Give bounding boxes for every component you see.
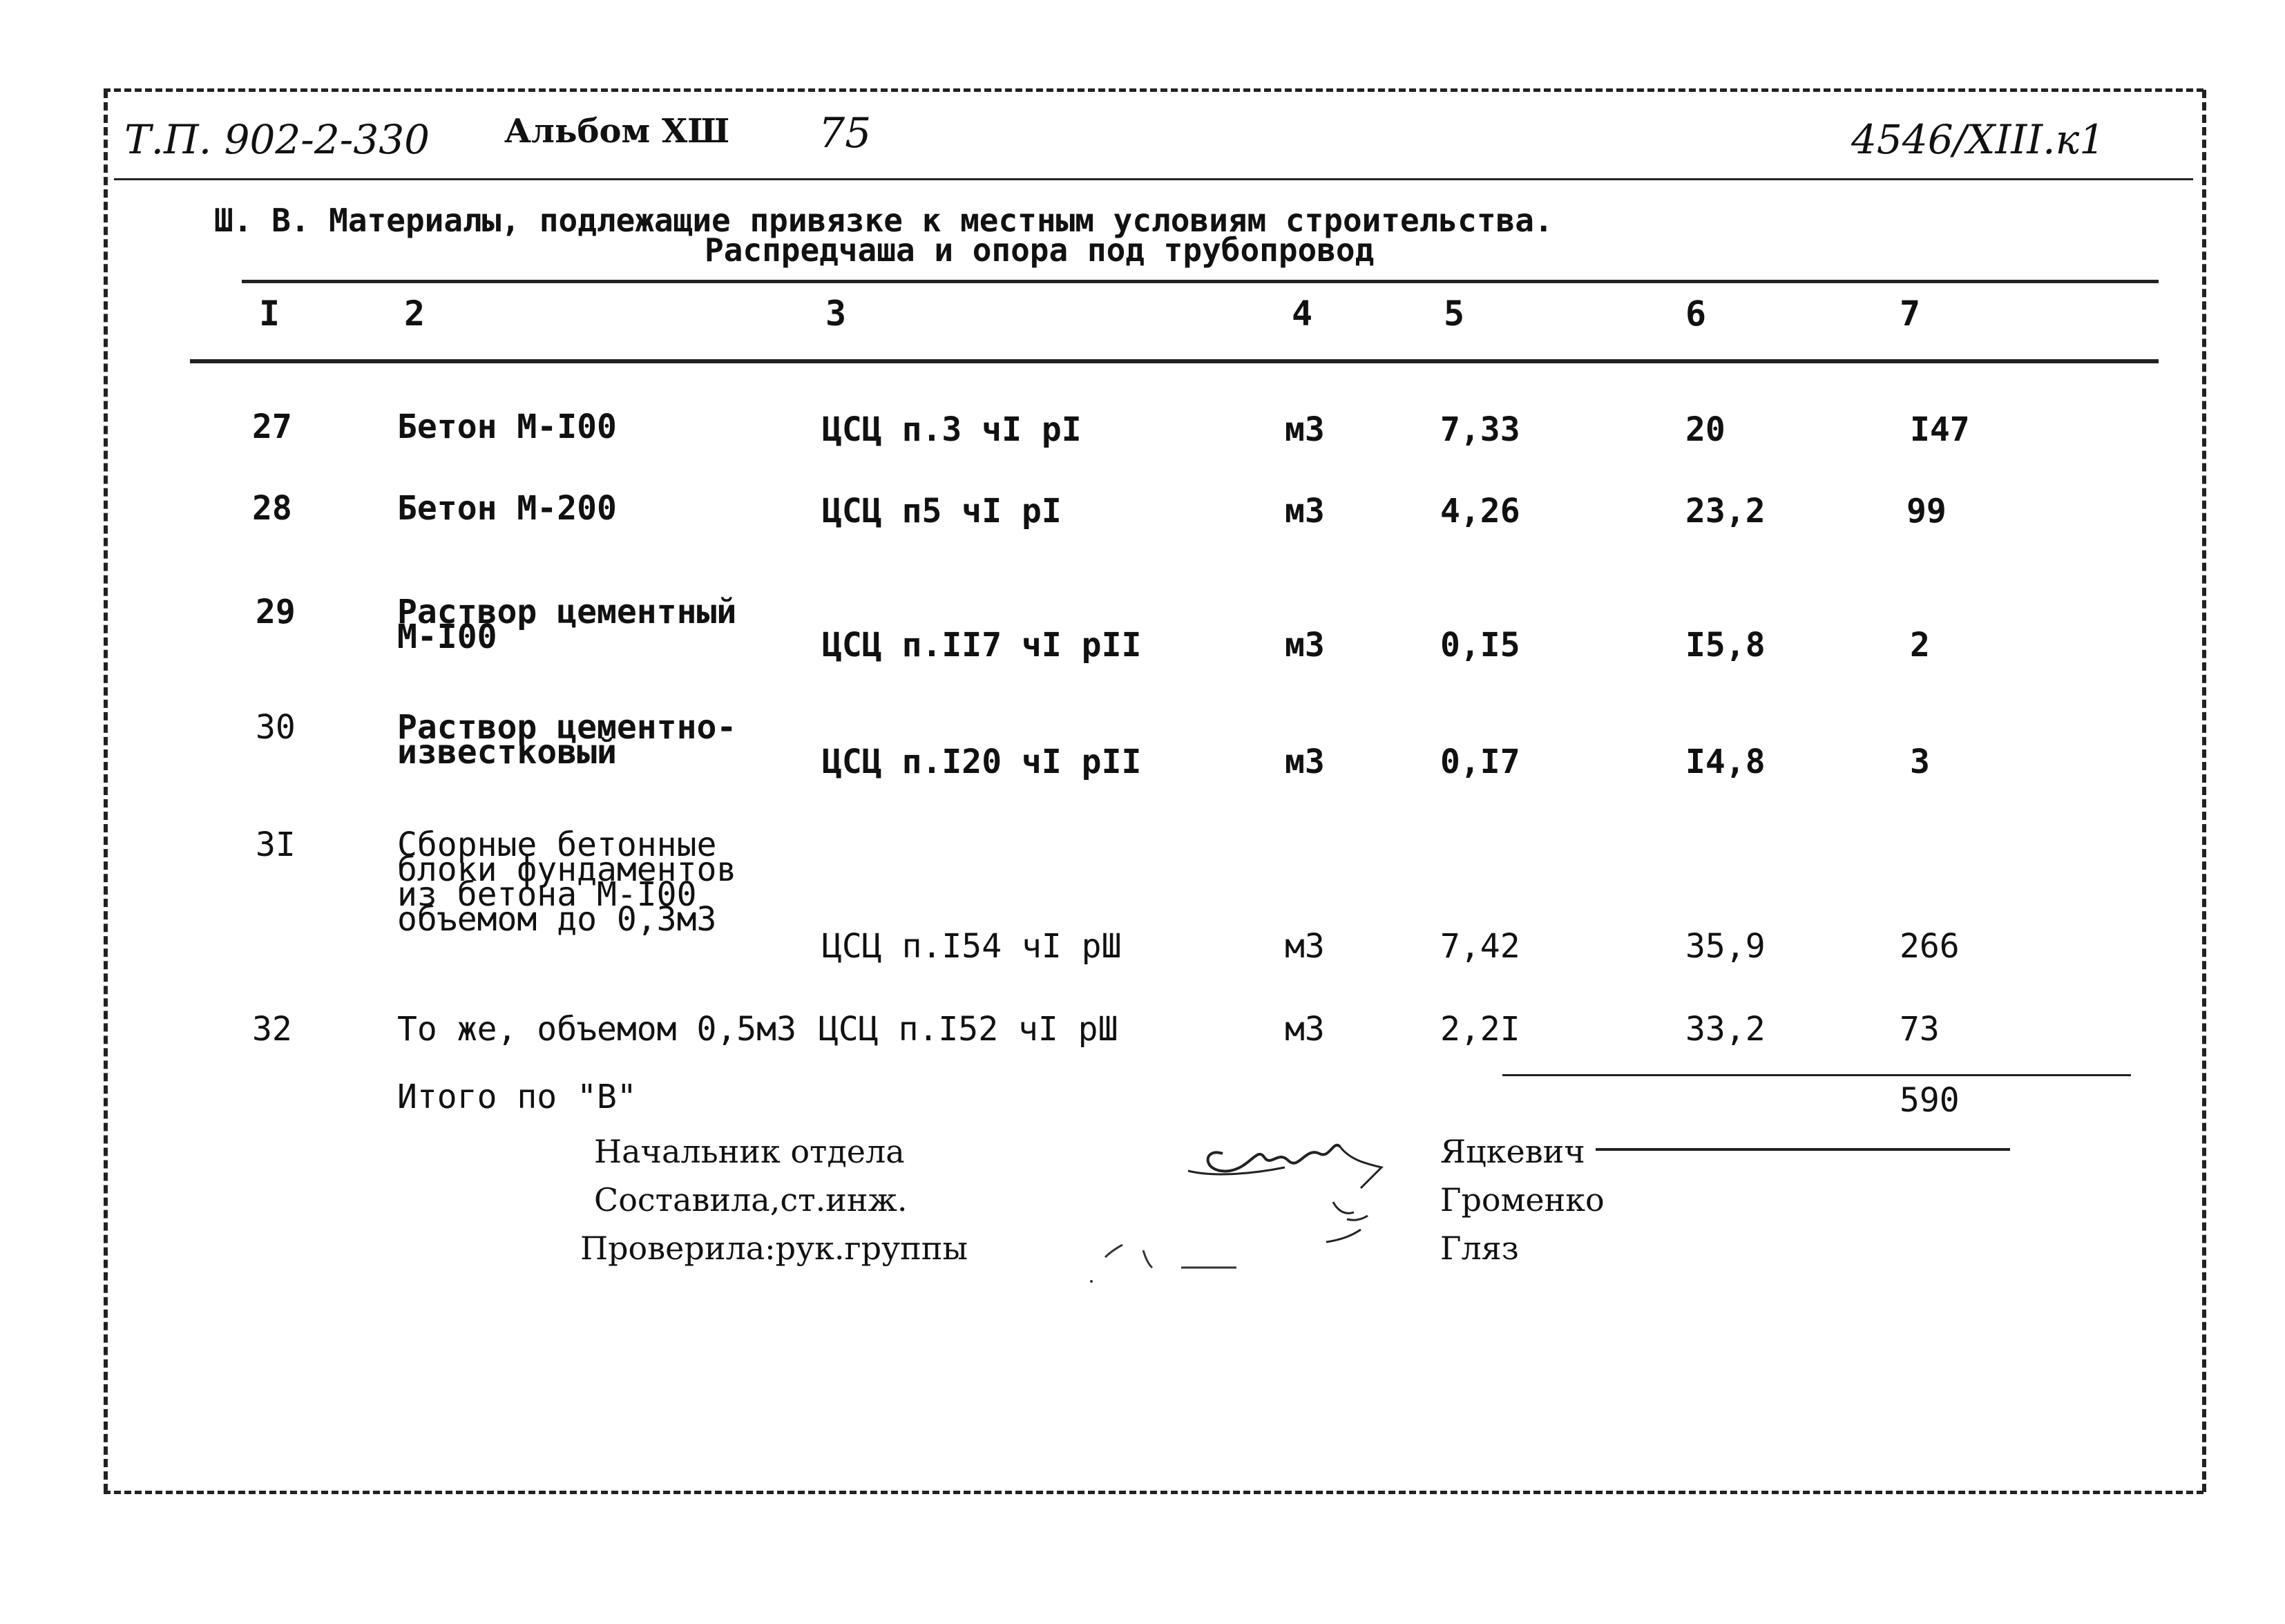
signature-role: Начальник отдела [594,1133,905,1170]
quantity: 4,26 [1440,492,1520,531]
section-title: Ш. В. Материалы, подлежащие привязке к местным условиям строительства. [214,202,1553,239]
unit: м3 [1285,743,1325,781]
material-name: Бетон М-200 [397,489,617,528]
unit-price: 35,9 [1685,927,1766,966]
row-number: 28 [252,489,292,528]
total-rule [1502,1074,2131,1076]
signature-name: Гляз [1440,1230,1519,1267]
row-number: 3I [256,825,296,864]
col-header-5: 5 [1444,294,1465,334]
row-number: 30 [256,708,296,747]
frame-right-border [2202,90,2206,1492]
row-total: 3 [1910,743,1930,781]
unit-price: I5,8 [1685,626,1766,665]
signature-role: Проверила:рук.группы [580,1230,968,1267]
unit: м3 [1285,492,1325,531]
row-number: 29 [256,593,296,631]
unit-price: 23,2 [1685,492,1766,531]
row-number: 27 [252,408,292,446]
unit-price: 20 [1685,410,1725,449]
inventory-number: 4546/XIII.к1 [1851,116,2105,163]
signature-name: Громенко [1440,1181,1605,1219]
frame-bottom-border [104,1491,2203,1494]
col-header-7: 7 [1900,294,1921,334]
total-label: Итого по "В" [397,1078,637,1116]
material-name: Бетон М-I00 [397,408,617,446]
page-number: 75 [819,109,872,157]
unit: м3 [1285,1010,1325,1049]
quantity: 0,I7 [1440,743,1520,781]
unit: м3 [1285,927,1325,966]
frame-left-border [104,90,108,1492]
row-number: 32 [252,1010,292,1049]
price-reference: ЦСЦ п.I20 чI рII [822,743,1142,781]
quantity: 7,42 [1440,927,1520,966]
table-top-rule [242,280,2159,283]
table-subtitle: Распредчаша и опора под трубопровод [705,231,1375,269]
signature-line [1596,1148,2010,1151]
price-reference: ЦСЦ п.II7 чI рII [822,626,1142,665]
row-total: I47 [1910,410,1970,449]
col-header-6: 6 [1685,294,1707,334]
material-name: Сборные бетонные блоки фундаментов из бетона М-I00 объемом до 0,3м3 [397,825,737,939]
unit-price: 33,2 [1685,1010,1766,1049]
unit: м3 [1285,410,1325,449]
col-header-4: 4 [1292,294,1313,334]
row-total: 73 [1900,1010,1940,1049]
price-reference: ЦСЦ п.I52 чI рШ [819,1010,1118,1049]
album-label: Альбом ХШ [504,112,730,151]
material-name: Раствор цементно- известковый [397,708,737,772]
signature-role: Составила,ст.инж. [594,1181,908,1219]
price-reference: ЦСЦ п.I54 чI рШ [822,927,1122,966]
col-header-3: 3 [825,294,847,334]
handwritten-initials [1064,1230,1354,1292]
row-total: 99 [1906,492,1947,531]
price-reference: ЦСЦ п5 чI рI [822,492,1062,531]
price-reference: ЦСЦ п.3 чI рI [822,410,1082,449]
project-code: Т.П. 902-2-330 [124,116,430,163]
unit-price: I4,8 [1685,743,1766,781]
material-name: То же, объемом 0,5м3 [397,1010,796,1049]
header-rule [114,178,2193,180]
row-total: 2 [1910,626,1930,665]
table-head-rule [190,359,2159,363]
total-value: 590 [1900,1081,1960,1120]
frame-top-border [104,88,2203,92]
col-header-1: I [259,294,280,334]
unit: м3 [1285,626,1325,665]
quantity: 7,33 [1440,410,1520,449]
material-name: Раствор цементный М-I00 [397,593,737,656]
quantity: 2,2I [1440,1010,1520,1049]
signature-name: Яцкевич [1440,1133,1585,1170]
col-header-2: 2 [404,294,426,334]
quantity: 0,I5 [1440,626,1520,665]
row-total: 266 [1900,927,1960,966]
